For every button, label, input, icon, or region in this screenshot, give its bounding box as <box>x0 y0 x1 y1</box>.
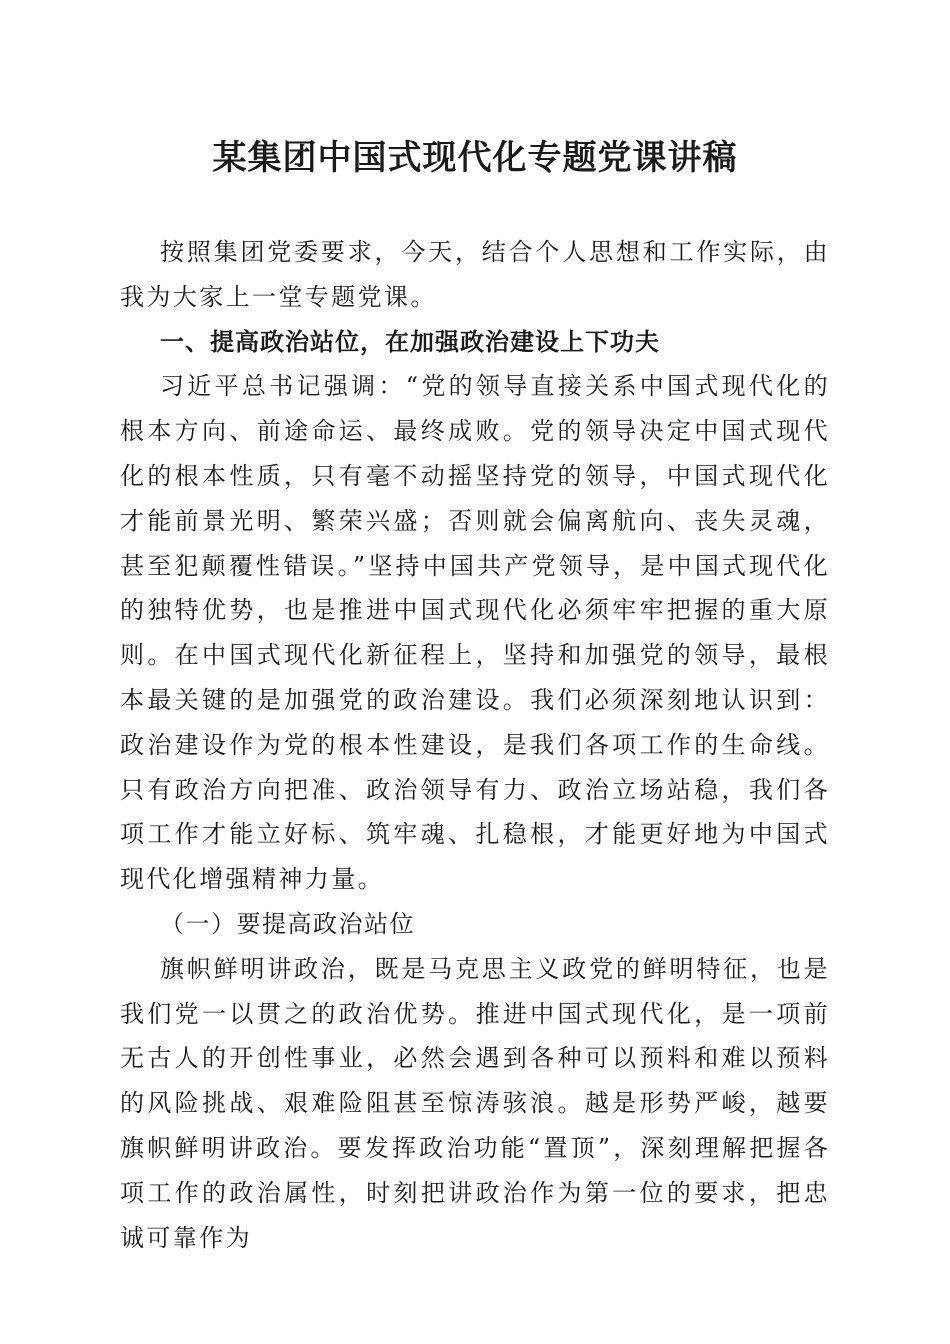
document-title: 某集团中国式现代化专题党课讲稿 <box>212 138 738 178</box>
subsection-heading-1: （一）要提高政治站位 <box>160 909 415 938</box>
section-heading-1: 一、提高政治站位，在加强政治建设上下功夫 <box>160 327 660 356</box>
intro-paragraph: 按照集团党委要求，今天，结合个人思想和工作实际，由我为大家上一堂专题党课。 <box>120 238 830 311</box>
document-body <box>120 230 830 1260</box>
subsection-1-paragraph: 旗帜鲜明讲政治，既是马克思主义政党的鲜明特征，也是我们党一以贯之的政治优势。推进中国式现代化，是一项前无古人的开创性事业，必然会遇到各种可以预料和难以预料的风险挑战、艰难险阻甚至惊涛骇浪。越是形势严峻，越要旗帜鲜明讲政治。要发挥政治功能“置顶”，深刻理解把握各项工作的政治属性，时刻把讲政治作为第一位的要求，把忠诚可靠作为 <box>120 954 830 1252</box>
section-1-paragraph: 习近平总书记强调：“党的领导直接关系中国式现代化的根本方向、前途命运、最终成败。党的领导决定中国式现代化的根本性质，只有毫不动摇坚持党的领导，中国式现代化才能前景光明、繁荣兴盛；否则就会偏离航向、丧失灵魂，甚至犯颠覆性错误。”坚持中国共产党领导，是中国式现代化的独特优势，也是推进中国式现代化必须牢牢把握的重大原则。在中国式现代化新征程上，坚持和加强党的领导，最根本最关键的是加强党的政治建设。我们必须深刻地认识到：政治建设作为党的根本性建设，是我们各项工作的生命线。只有政治方向把准、政治领导有力、政治立场站稳，我们各项工作才能立好标、筑牢魂、扎稳根，才能更好地为中国式现代化增强精神力量。 <box>120 372 830 894</box>
